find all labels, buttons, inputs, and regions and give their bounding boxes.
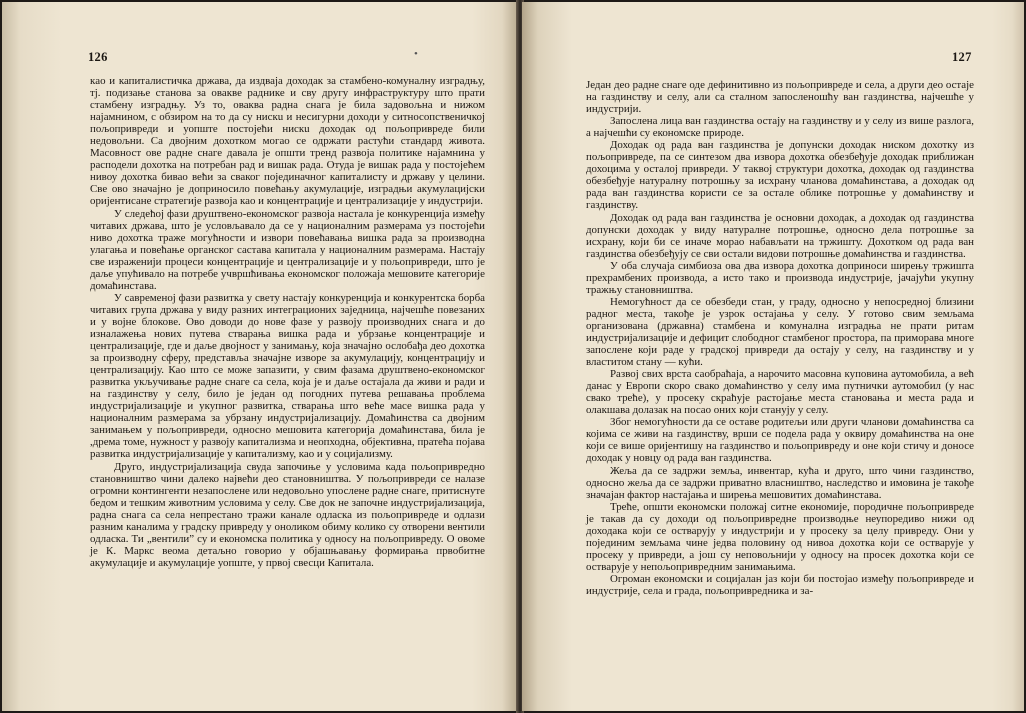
paragraph: У следећој фази друштвено-економског развоја настала је конкуренција између читавих држава, што је условљавало да се у националним размерама уз постојећи ниво дохотка траже могућности и извори повећавања вишка рада за производна улагања и повећање органског састава капитала у националним размерама. Настају све израженији процеси концентрације и централизације и у пољопривреди, што је даље упућивало на потребе учвршћивања економског положаја мешовите категорије домаћинстава. xyxy=(90,207,485,292)
left-page-text xyxy=(90,75,485,569)
paragraph: Доходак од рада ван газдинства је основни доходак, а доходак од газдинства допунски доходак у виду натуралне потрошње, односно дела потрошње за исхрану, који би се иначе морао набављати на тржишту. Дохотком од рада ван газдинства обезбеђују се сви остали видови потрошње домаћинства и газдинства. xyxy=(586,211,974,260)
paragraph: У оба случаја симбиоза ова два извора дохотка доприноси ширењу тржишта прехрамбених производа, а исто тако и производа индустрије, јачајући укупну тражњу становништва. xyxy=(586,259,974,296)
right-page-text xyxy=(586,79,974,597)
left-page xyxy=(2,2,518,711)
paragraph: У савременој фази развитка у свету настају конкуренција и конкурентска борба читавих група држава у виду разних интеграционих заједница, најчешће повезаних и у војне блокове. Ово доводи до нове фазе у развоју производних снага и до изналажења нових путева стварања вишка рада и убрзање концентрације и централизације, где и даље двојност у занимању, која значајно ослобађа део дохотка за производну сферу, представља значајне изворе за акумулацију, концентрацију и централизацију. Као што се може запазити, у свим фазама друштвено-економског развитка укључивање радне снаге са села, која је и даље остајала да живи и ради и на газдинству у селу, било је један од погодних путева решавања проблема индустријализације и укупног развитка, стварања што веће масе вишка рада у националним размерама за убрзану индустријализацију. Домаћинства са двојним занимањем у пољопривреди, односно мешовита категорија домаћинстава, била је ,дрема томе, нужност у развоју капитализма и неопходна, објективна, пратећа појава развитка индустријализације у капитализму, као и у социјализму. xyxy=(90,291,485,461)
paragraph: Немогућност да се обезбеди стан, у граду, односно у непосредној близини радног места, такође је узрок остајања у селу. У готово свим земљама организована (државна) стамбена и комунална изградња не прати ритам индустријализације и дефицит слободног стамбеног простора, па приморава многе запослене који раде у градској привреди да остају у селу, на газдинству и у властитом стану — кући. xyxy=(586,295,974,369)
paragraph: Развој свих врста саобраћаја, а нарочито масовна куповина аутомобила, а већ данас у Европи скоро свако домаћинство у селу има путнички аутомобил (у нас свако треће), у просеку скраћује растојање места становања и места рада и олакшава долазак на посао оних који станују у селу. xyxy=(586,368,974,417)
paragraph: Жеља да се задржи земља, инвентар, кућа и друго, што чини газдинство, односно жеља да се задржи приватно власништво, наследство и имовина је такође значајан фактор настајања и ширења мешовитих домаћинстава. xyxy=(586,464,974,501)
paragraph: Запослена лица ван газдинства остају на газдинству и у селу из више разлога, а најчешћи су економске природе. xyxy=(586,115,974,140)
paragraph: Један део радне снаге оде дефинитивно из пољопривреде и села, а други део остаје на газдинству и селу, али са сталном запосленошћу ван газдинства, најчешће у индустрији. xyxy=(586,79,974,116)
paragraph: Доходак од рада ван газдинства је допунски доходак ниском дохотку из пољопривреде, па се синтезом два извора дохотка обезбеђује доходак приближан дохоцима у осталој привреди. У таквој структури дохотка, доходак од газдинства обезбеђује натуралну потрошњу за исхрану чланова домаћинстава, а доходак од рада ван газдинства користи се за остале облике потрошње у домаћинству и газдинству. xyxy=(586,139,974,212)
paragraph: кao и капиталистичка држава, да издваја доходак за стамбено-комунaлну изградњу, тј. подизање станова за овакве раднике и сву другу инфраструктуру што прати стамбену изградњу. Уз то, оваква радна снага је била задовољна и нижом најамнином, с обзиром на то да су нискu и несигурни доходи у ситносопственичкој пољопривреди и уопште постојећи нискu доходак од пољопривреде били недовољни. Са двојним дохотком могао се одржати растући стандард живота. Масовност ове радне снаге давала je општи тренд развоја политике најамнина у расподели дохотка на потребан рад и вишак рада. Отуда је вишак рада у постојећем нивоу дохотка бивао већи за сваког појединачног капиталисту и државу у целини. Све ово значајно је доприносило повећању акумулације, изградњи акумулацијски оријентисане стратегије развоја као и концентрације и централизације у индустрији. xyxy=(90,75,485,208)
paragraph: Друго, индустријализација свуда започиње у условима када пољопривредно становништво чини далеко највећи део становништва. У пољопривреди се налазе огромни контингенти незапослене или недовољно упослене радне снаге, притиснуте бедом и тешким животним условима у селу. Све док не започне индустријализација, радна снага са села непрестано тражи канале одласка из пољопривреде и одлази разним каналима у градску привреду у оноликом обиму колико су отворени вентили одласка. Ти „вентили” су и економска политика у односу на пољопривреду. О овоме је К. Маркс веома детаљно говорио у објашњавању формирања првобитне акумулације и акумулације уопште, у првој свесци Капитала. xyxy=(90,460,485,569)
paragraph: Треће, општи економски положај ситне економије, породичне пољопривреде је такав да су доходи од пољопривредне производње неупоредиво нижи од доходака који се остварују у индустрији и у просеку за целу привреду. Они у појединим земљама чине једва половину од нивоа дохотка који се остварује у просеку у привреди, а још су неповољнији у односу на просек дохотка који се остварује у непољопривредним занимањима. xyxy=(586,500,974,573)
paragraph: Због немогућности да се оставе родитељи или други чланови домаћинства са којима се живи на газдинству, врши се подела рада у оквиру домаћинства на оне који се више оријентишу на газдинство и пољопривреду и оне који стичу и доносе доходак у новцу од рада ван газдинства. xyxy=(586,416,974,465)
page-number-left: 126 xyxy=(88,50,108,64)
paragraph: Огроман економски и социјалан јаз који би постојао између пољопривреде и индустрије, села и града, пољопривредника и за- xyxy=(586,572,974,597)
right-page xyxy=(522,2,1024,711)
page-number-right: 127 xyxy=(952,50,972,64)
print-mark: • xyxy=(414,48,418,60)
